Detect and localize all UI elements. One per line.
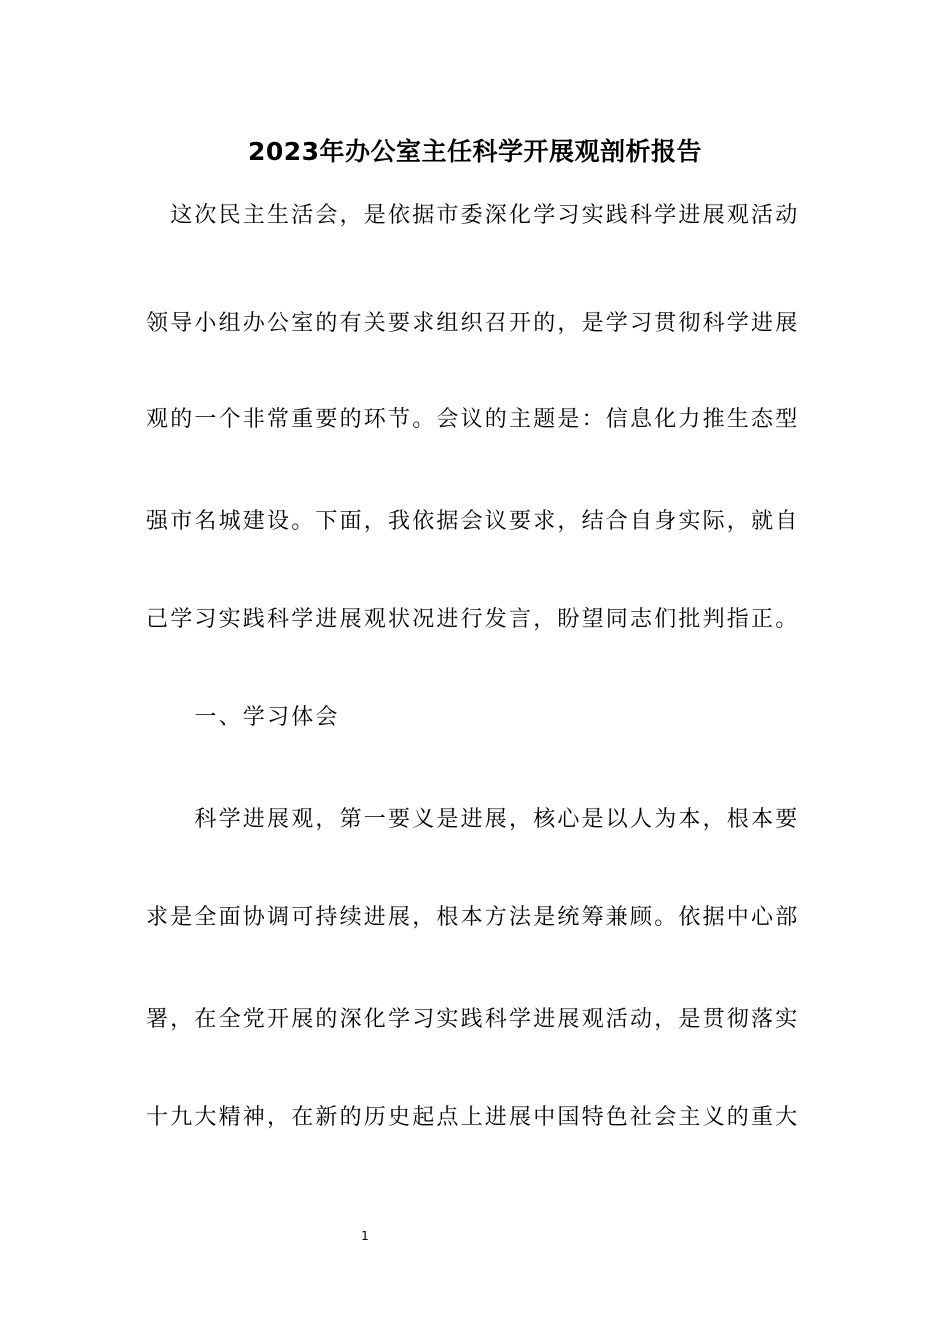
paragraph-line: 这次民主生活会，是依据市委深化学习实践科学进展观活动: [146, 203, 800, 228]
paragraph-line: 署，在全党开展的深化学习实践科学进展观活动，是贯彻落实: [146, 1007, 800, 1032]
paragraph-line: 强市名城建设。下面，我依据会议要求，结合自身实际，就自: [146, 509, 800, 534]
paragraph-line: 求是全面协调可持续进展，根本方法是统筹兼顾。依据中心部: [146, 905, 800, 930]
paragraph-line: 科学进展观，第一要义是进展，核心是以人为本，根本要: [146, 807, 800, 832]
page-number: 1: [361, 1229, 369, 1243]
document-title: 2023年办公室主任科学开展观剖析报告: [247, 137, 703, 166]
paragraph-line: 十九大精神，在新的历史起点上进展中国特色社会主义的重大: [146, 1105, 800, 1130]
section-heading: 一、学习体会: [146, 705, 340, 730]
paragraph-line: 己学习实践科学进展观状况进行发言，盼望同志们批判指正。: [146, 607, 800, 632]
paragraph-line: 领导小组办公室的有关要求组织召开的，是学习贯彻科学进展: [146, 311, 800, 336]
paragraph-line: 观的一个非常重要的环节。会议的主题是：信息化力推生态型: [146, 407, 800, 432]
